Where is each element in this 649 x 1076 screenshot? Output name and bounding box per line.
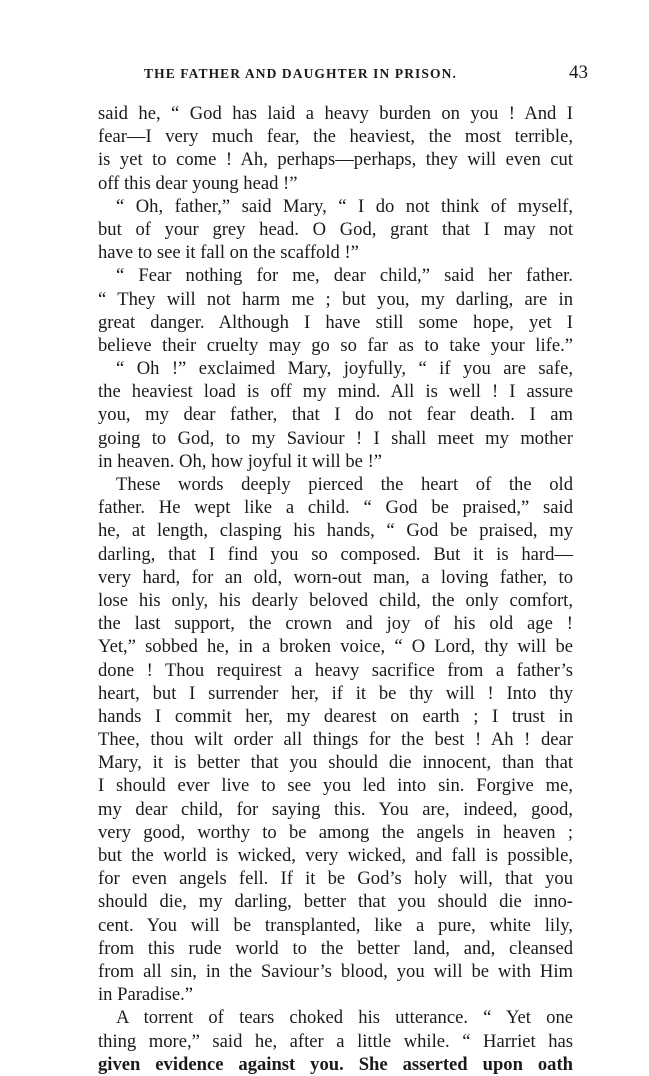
page-number: 43 [569, 62, 588, 83]
text-line: father. He wept like a child. “ God be praised,” said [98, 497, 573, 519]
text-line: done ! Thou requirest a heavy sacrifice from a father’s [98, 659, 573, 681]
text-line: thing more,” said he, after a little while. “ Harriet has [98, 1030, 573, 1052]
text-line: for even angels fell. If it be God’s holy will, that you [98, 868, 573, 890]
text-line: Yet,” sobbed he, in a broken voice, “ O Lord, thy will be [98, 636, 573, 658]
text-line: “ They will not harm me ; but you, my darling, are in [98, 288, 573, 310]
text-line: heart, but I surrender her, if it be thy will ! Into thy [98, 682, 573, 704]
text-line: given evidence against you. She asserted upon oath [98, 1053, 573, 1075]
text-line: off this dear young head !” [98, 172, 298, 194]
text-line: I should ever live to see you led into sin. Forgive me, [98, 775, 573, 797]
text-line: great danger. Although I have still some hope, yet I [98, 311, 573, 333]
text-line: fear—I very much fear, the heaviest, the most terrible, [98, 126, 573, 148]
body-text [98, 102, 573, 1076]
text-line: but the world is wicked, very wicked, and fall is possible, [98, 845, 573, 866]
text-line: have to see it fall on the scaffold !” [98, 242, 359, 264]
text-line: Mary, it is better that you should die innocent, than that [98, 752, 573, 774]
text-line: These words deeply pierced the heart of the old [116, 474, 573, 495]
text-line: should die, my darling, better that you should die inno- [98, 891, 573, 913]
text-line: from all sin, in the Saviour’s blood, you will be with Him [98, 960, 573, 982]
text-line: said he, “ God has laid a heavy burden on you ! And I [98, 103, 573, 124]
text-line: “ Oh, father,” said Mary, “ I do not think of myself, [116, 195, 573, 217]
text-line: very good, worthy to be among the angels in heaven ; [98, 821, 573, 843]
text-line: he, at length, clasping his hands, “ God be praised, my [98, 520, 573, 542]
text-line: in heaven. Oh, how joyful it will be !” [98, 450, 383, 472]
text-line: from this rude world to the better land, and, cleansed [98, 937, 573, 959]
text-line: A torrent of tears choked his utterance. “ Yet one [116, 1007, 573, 1029]
text-line: you, my dear father, that I do not fear death. I am [98, 404, 573, 426]
text-line: cent. You will be transplanted, like a pure, white lily, [98, 914, 573, 936]
text-line: but of your grey head. O God, grant that I may not [98, 218, 573, 240]
text-line: going to God, to my Saviour ! I shall meet my mother [98, 427, 573, 449]
text-line: in Paradise.” [98, 984, 194, 1006]
text-line: lose his only, his dearly beloved child, the only comfort, [98, 589, 573, 611]
text-line: my dear child, for saying this. You are, indeed, good, [98, 798, 573, 820]
text-line: “ Fear nothing for me, dear child,” said her father. [116, 265, 573, 287]
text-line: very hard, for an old, worn-out man, a loving father, to [98, 566, 573, 588]
text-line: the last support, the crown and joy of his old age ! [98, 613, 573, 635]
running-title: THE FATHER AND DAUGHTER IN PRISON. [144, 66, 457, 81]
text-line: Thee, thou wilt order all things for the best ! Ah ! dear [98, 729, 573, 751]
text-line: hands I commit her, my dearest on earth ; I trust in [98, 705, 573, 727]
text-line: believe their cruelty may go so far as to take your life.” [98, 334, 573, 356]
running-head [98, 62, 588, 86]
text-line: is yet to come ! Ah, perhaps—perhaps, they will even cut [98, 149, 573, 171]
text-line: the heaviest load is off my mind. All is well ! I assure [98, 381, 573, 403]
text-line: “ Oh !” exclaimed Mary, joyfully, “ if you are safe, [116, 358, 573, 380]
text-line: darling, that I find you so composed. But it is hard— [98, 543, 573, 565]
